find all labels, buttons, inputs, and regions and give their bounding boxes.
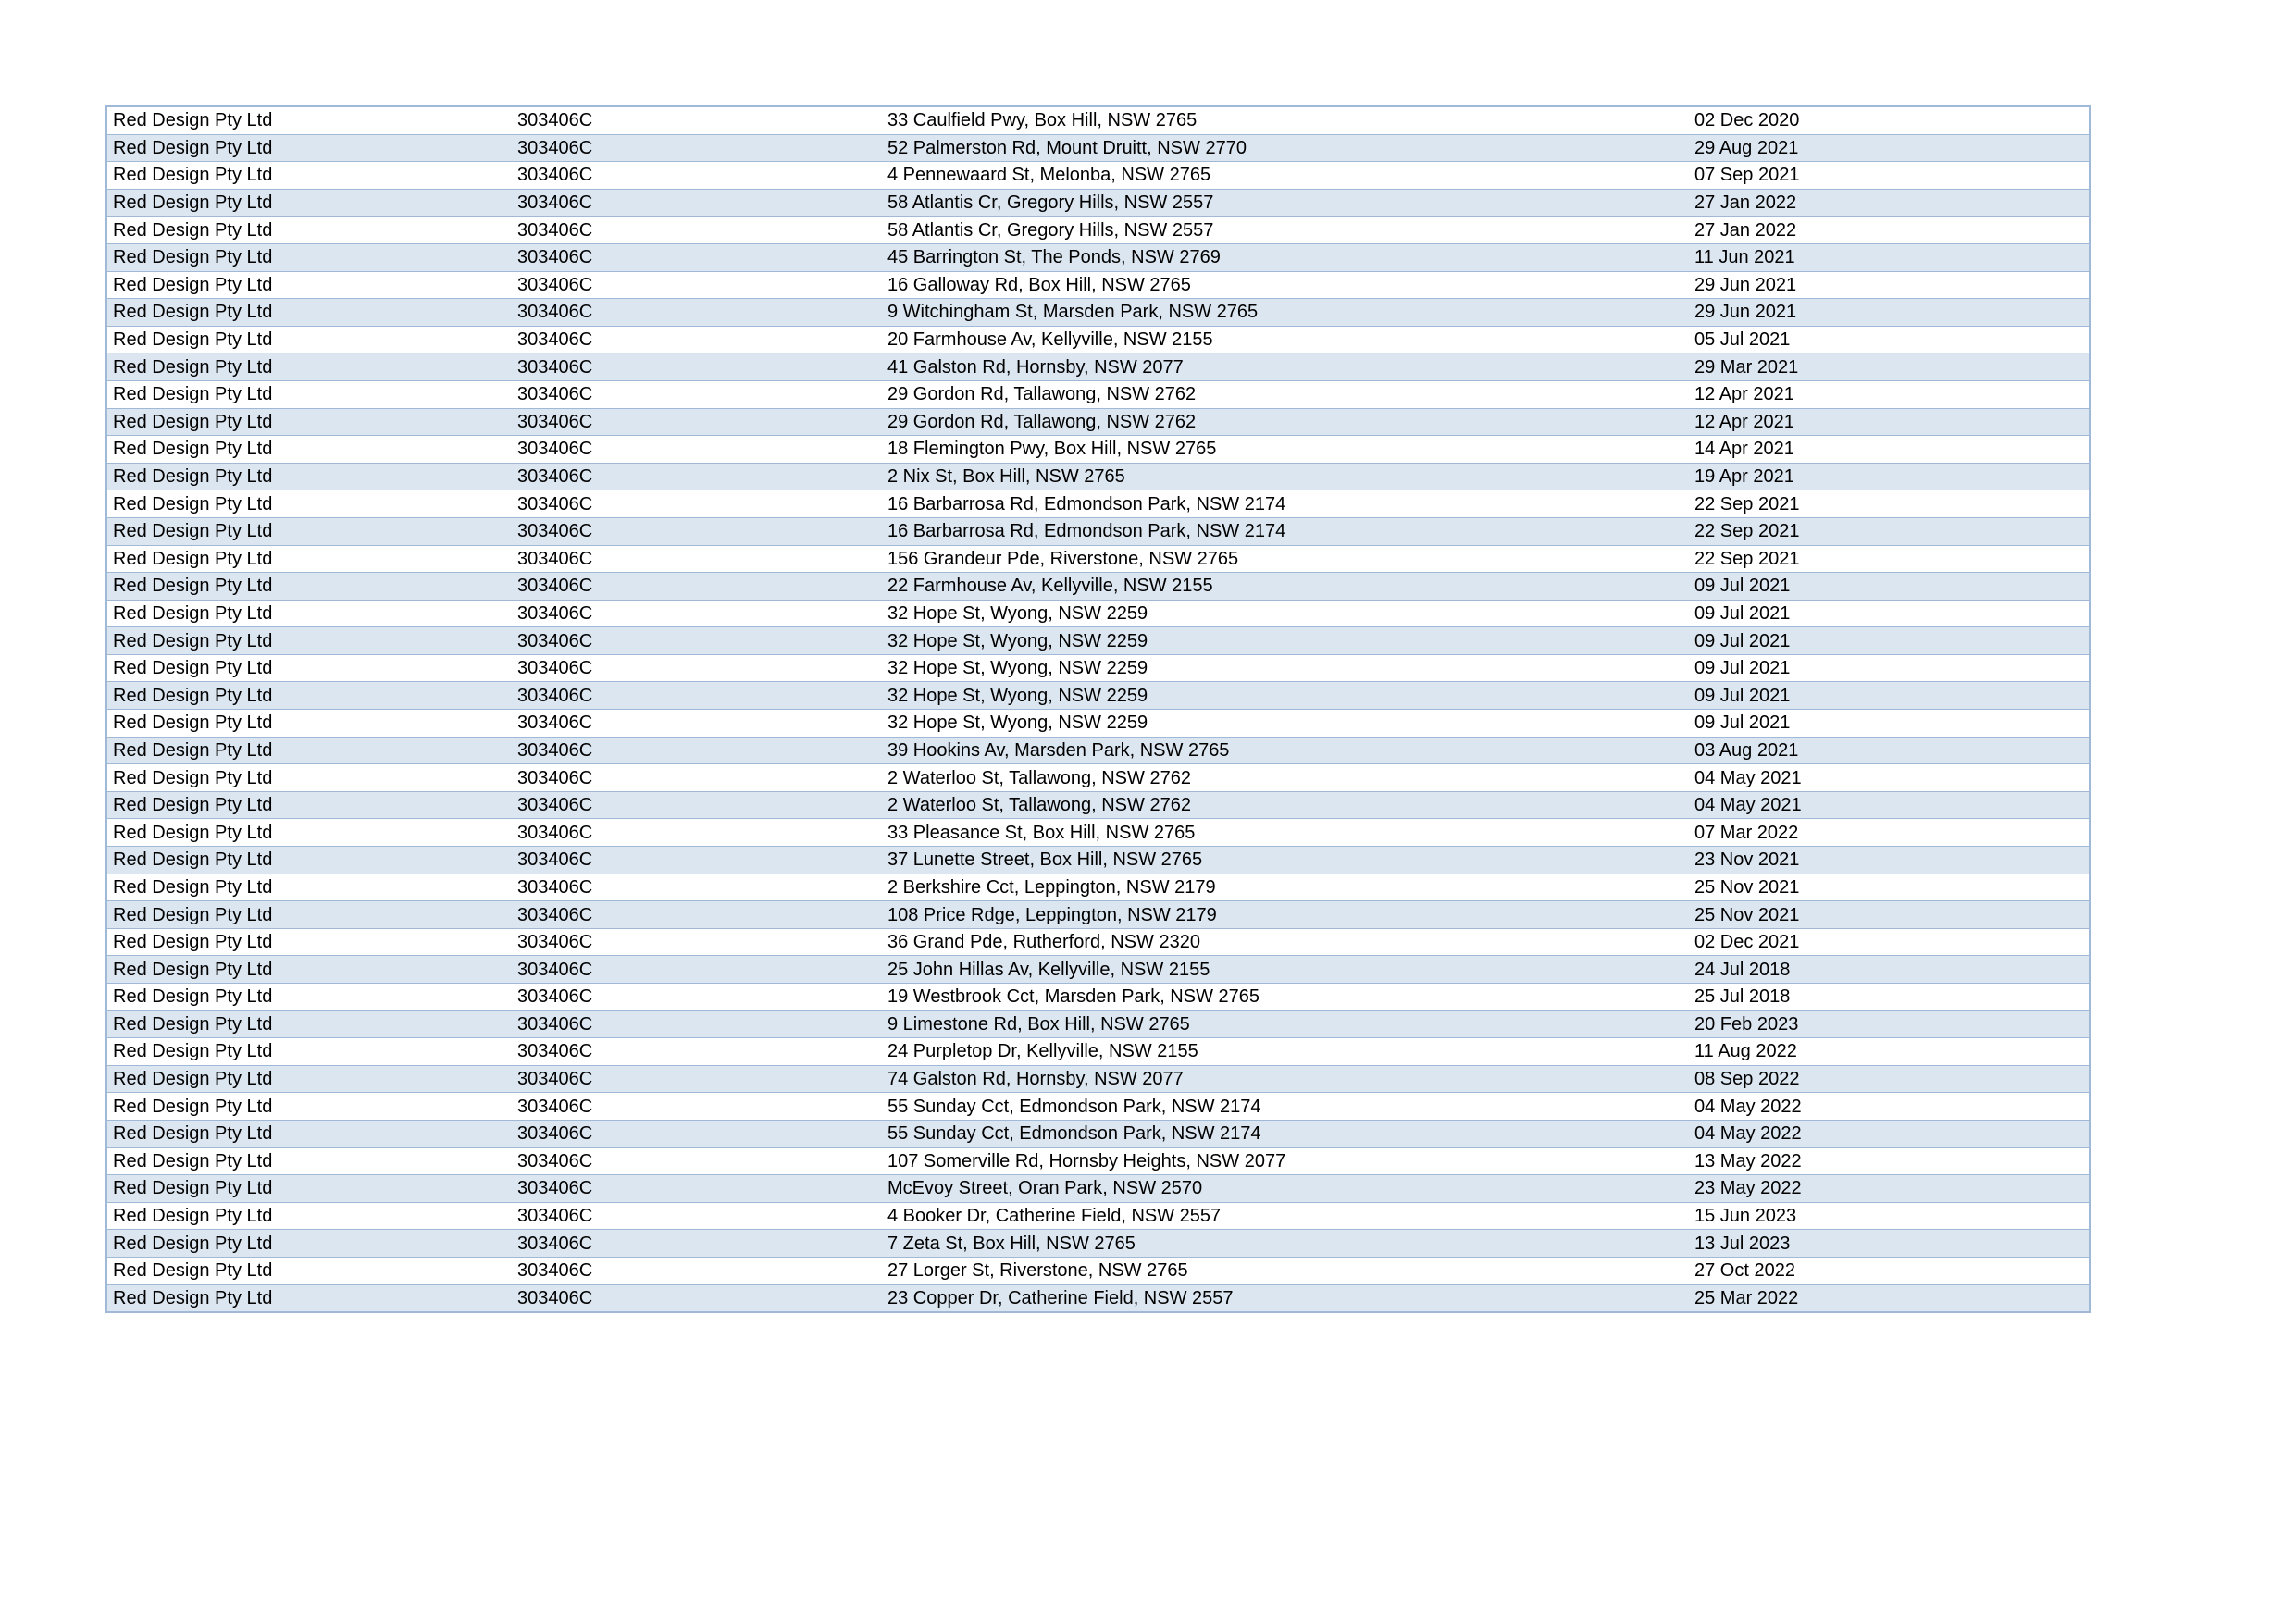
code-cell: 303406C xyxy=(512,1147,882,1175)
code-cell: 303406C xyxy=(512,1284,882,1312)
code-cell: 303406C xyxy=(512,271,882,299)
address-cell: 9 Witchingham St, Marsden Park, NSW 2765 xyxy=(882,299,1689,327)
code-cell: 303406C xyxy=(512,819,882,847)
table-row xyxy=(106,1093,2090,1121)
date-cell: 19 Apr 2021 xyxy=(1689,463,2090,490)
table-row xyxy=(106,1147,2090,1175)
company-cell: Red Design Pty Ltd xyxy=(106,984,512,1011)
code-cell: 303406C xyxy=(512,847,882,874)
table-row xyxy=(106,463,2090,490)
code-cell: 303406C xyxy=(512,545,882,573)
code-cell: 303406C xyxy=(512,189,882,217)
company-cell: Red Design Pty Ltd xyxy=(106,326,512,353)
date-cell: 29 Jun 2021 xyxy=(1689,271,2090,299)
code-cell: 303406C xyxy=(512,928,882,956)
company-cell: Red Design Pty Ltd xyxy=(106,408,512,436)
table-row xyxy=(106,1284,2090,1312)
date-cell: 29 Jun 2021 xyxy=(1689,299,2090,327)
company-cell: Red Design Pty Ltd xyxy=(106,847,512,874)
code-cell: 303406C xyxy=(512,353,882,381)
address-cell: 58 Atlantis Cr, Gregory Hills, NSW 2557 xyxy=(882,189,1689,217)
date-cell: 27 Jan 2022 xyxy=(1689,189,2090,217)
table-row xyxy=(106,682,2090,710)
table-row xyxy=(106,573,2090,601)
table-row xyxy=(106,764,2090,792)
address-cell: 4 Booker Dr, Catherine Field, NSW 2557 xyxy=(882,1202,1689,1230)
company-cell: Red Design Pty Ltd xyxy=(106,463,512,490)
code-cell: 303406C xyxy=(512,299,882,327)
code-cell: 303406C xyxy=(512,710,882,738)
address-cell: 2 Nix St, Box Hill, NSW 2765 xyxy=(882,463,1689,490)
date-cell: 05 Jul 2021 xyxy=(1689,326,2090,353)
table-row xyxy=(106,819,2090,847)
table-row xyxy=(106,326,2090,353)
address-cell: 19 Westbrook Cct, Marsden Park, NSW 2765 xyxy=(882,984,1689,1011)
date-cell: 14 Apr 2021 xyxy=(1689,436,2090,464)
table-row xyxy=(106,1010,2090,1038)
code-cell: 303406C xyxy=(512,106,882,134)
address-cell: 41 Galston Rd, Hornsby, NSW 2077 xyxy=(882,353,1689,381)
address-cell: 9 Limestone Rd, Box Hill, NSW 2765 xyxy=(882,1010,1689,1038)
company-cell: Red Design Pty Ltd xyxy=(106,737,512,764)
date-cell: 25 Nov 2021 xyxy=(1689,874,2090,901)
date-cell: 04 May 2021 xyxy=(1689,791,2090,819)
code-cell: 303406C xyxy=(512,134,882,162)
date-cell: 23 May 2022 xyxy=(1689,1175,2090,1203)
address-cell: 16 Galloway Rd, Box Hill, NSW 2765 xyxy=(882,271,1689,299)
records-table xyxy=(105,105,2091,1313)
address-cell: 32 Hope St, Wyong, NSW 2259 xyxy=(882,654,1689,682)
address-cell: 55 Sunday Cct, Edmondson Park, NSW 2174 xyxy=(882,1093,1689,1121)
address-cell: 2 Berkshire Cct, Leppington, NSW 2179 xyxy=(882,874,1689,901)
table-row xyxy=(106,627,2090,655)
company-cell: Red Design Pty Ltd xyxy=(106,380,512,408)
date-cell: 20 Feb 2023 xyxy=(1689,1010,2090,1038)
code-cell: 303406C xyxy=(512,654,882,682)
table-row xyxy=(106,956,2090,984)
code-cell: 303406C xyxy=(512,764,882,792)
company-cell: Red Design Pty Ltd xyxy=(106,243,512,271)
company-cell: Red Design Pty Ltd xyxy=(106,1093,512,1121)
address-cell: 74 Galston Rd, Hornsby, NSW 2077 xyxy=(882,1065,1689,1093)
address-cell: 32 Hope St, Wyong, NSW 2259 xyxy=(882,600,1689,627)
code-cell: 303406C xyxy=(512,1175,882,1203)
company-cell: Red Design Pty Ltd xyxy=(106,956,512,984)
date-cell: 22 Sep 2021 xyxy=(1689,545,2090,573)
date-cell: 25 Nov 2021 xyxy=(1689,901,2090,929)
company-cell: Red Design Pty Ltd xyxy=(106,271,512,299)
address-cell: 16 Barbarrosa Rd, Edmondson Park, NSW 2174 xyxy=(882,490,1689,518)
address-cell: 16 Barbarrosa Rd, Edmondson Park, NSW 2174 xyxy=(882,517,1689,545)
code-cell: 303406C xyxy=(512,682,882,710)
table-row xyxy=(106,380,2090,408)
code-cell: 303406C xyxy=(512,737,882,764)
date-cell: 09 Jul 2021 xyxy=(1689,627,2090,655)
code-cell: 303406C xyxy=(512,1093,882,1121)
code-cell: 303406C xyxy=(512,791,882,819)
code-cell: 303406C xyxy=(512,627,882,655)
date-cell: 09 Jul 2021 xyxy=(1689,682,2090,710)
date-cell: 22 Sep 2021 xyxy=(1689,517,2090,545)
table-row xyxy=(106,408,2090,436)
address-cell: 25 John Hillas Av, Kellyville, NSW 2155 xyxy=(882,956,1689,984)
code-cell: 303406C xyxy=(512,463,882,490)
address-cell: 108 Price Rdge, Leppington, NSW 2179 xyxy=(882,901,1689,929)
company-cell: Red Design Pty Ltd xyxy=(106,1230,512,1258)
company-cell: Red Design Pty Ltd xyxy=(106,490,512,518)
company-cell: Red Design Pty Ltd xyxy=(106,654,512,682)
date-cell: 29 Mar 2021 xyxy=(1689,353,2090,381)
date-cell: 03 Aug 2021 xyxy=(1689,737,2090,764)
company-cell: Red Design Pty Ltd xyxy=(106,928,512,956)
date-cell: 09 Jul 2021 xyxy=(1689,600,2090,627)
company-cell: Red Design Pty Ltd xyxy=(106,353,512,381)
code-cell: 303406C xyxy=(512,1257,882,1284)
address-cell: 29 Gordon Rd, Tallawong, NSW 2762 xyxy=(882,380,1689,408)
date-cell: 12 Apr 2021 xyxy=(1689,408,2090,436)
table-row xyxy=(106,847,2090,874)
company-cell: Red Design Pty Ltd xyxy=(106,1120,512,1147)
address-cell: 36 Grand Pde, Rutherford, NSW 2320 xyxy=(882,928,1689,956)
date-cell: 11 Jun 2021 xyxy=(1689,243,2090,271)
code-cell: 303406C xyxy=(512,874,882,901)
company-cell: Red Design Pty Ltd xyxy=(106,189,512,217)
code-cell: 303406C xyxy=(512,326,882,353)
address-cell: 20 Farmhouse Av, Kellyville, NSW 2155 xyxy=(882,326,1689,353)
company-cell: Red Design Pty Ltd xyxy=(106,134,512,162)
date-cell: 02 Dec 2020 xyxy=(1689,106,2090,134)
company-cell: Red Design Pty Ltd xyxy=(106,545,512,573)
date-cell: 22 Sep 2021 xyxy=(1689,490,2090,518)
company-cell: Red Design Pty Ltd xyxy=(106,217,512,244)
company-cell: Red Design Pty Ltd xyxy=(106,764,512,792)
address-cell: 29 Gordon Rd, Tallawong, NSW 2762 xyxy=(882,408,1689,436)
date-cell: 25 Jul 2018 xyxy=(1689,984,2090,1011)
company-cell: Red Design Pty Ltd xyxy=(106,162,512,190)
company-cell: Red Design Pty Ltd xyxy=(106,791,512,819)
table-row xyxy=(106,1065,2090,1093)
table-row xyxy=(106,134,2090,162)
code-cell: 303406C xyxy=(512,956,882,984)
table-row xyxy=(106,600,2090,627)
date-cell: 07 Mar 2022 xyxy=(1689,819,2090,847)
code-cell: 303406C xyxy=(512,380,882,408)
date-cell: 09 Jul 2021 xyxy=(1689,710,2090,738)
date-cell: 07 Sep 2021 xyxy=(1689,162,2090,190)
table-row xyxy=(106,737,2090,764)
address-cell: 2 Waterloo St, Tallawong, NSW 2762 xyxy=(882,764,1689,792)
table-row xyxy=(106,436,2090,464)
address-cell: 2 Waterloo St, Tallawong, NSW 2762 xyxy=(882,791,1689,819)
code-cell: 303406C xyxy=(512,490,882,518)
company-cell: Red Design Pty Ltd xyxy=(106,1010,512,1038)
company-cell: Red Design Pty Ltd xyxy=(106,436,512,464)
date-cell: 27 Jan 2022 xyxy=(1689,217,2090,244)
company-cell: Red Design Pty Ltd xyxy=(106,710,512,738)
date-cell: 02 Dec 2021 xyxy=(1689,928,2090,956)
address-cell: 4 Pennewaard St, Melonba, NSW 2765 xyxy=(882,162,1689,190)
table-row xyxy=(106,901,2090,929)
table-row xyxy=(106,243,2090,271)
company-cell: Red Design Pty Ltd xyxy=(106,299,512,327)
company-cell: Red Design Pty Ltd xyxy=(106,901,512,929)
address-cell: 32 Hope St, Wyong, NSW 2259 xyxy=(882,627,1689,655)
date-cell: 29 Aug 2021 xyxy=(1689,134,2090,162)
table-row xyxy=(106,517,2090,545)
company-cell: Red Design Pty Ltd xyxy=(106,1175,512,1203)
table-row xyxy=(106,162,2090,190)
date-cell: 09 Jul 2021 xyxy=(1689,573,2090,601)
code-cell: 303406C xyxy=(512,1202,882,1230)
company-cell: Red Design Pty Ltd xyxy=(106,573,512,601)
code-cell: 303406C xyxy=(512,1010,882,1038)
address-cell: 37 Lunette Street, Box Hill, NSW 2765 xyxy=(882,847,1689,874)
code-cell: 303406C xyxy=(512,573,882,601)
table-row xyxy=(106,1038,2090,1066)
address-cell: 156 Grandeur Pde, Riverstone, NSW 2765 xyxy=(882,545,1689,573)
table-row xyxy=(106,299,2090,327)
company-cell: Red Design Pty Ltd xyxy=(106,1202,512,1230)
address-cell: 18 Flemington Pwy, Box Hill, NSW 2765 xyxy=(882,436,1689,464)
address-cell: 22 Farmhouse Av, Kellyville, NSW 2155 xyxy=(882,573,1689,601)
table-row xyxy=(106,353,2090,381)
date-cell: 11 Aug 2022 xyxy=(1689,1038,2090,1066)
date-cell: 27 Oct 2022 xyxy=(1689,1257,2090,1284)
address-cell: 23 Copper Dr, Catherine Field, NSW 2557 xyxy=(882,1284,1689,1312)
company-cell: Red Design Pty Ltd xyxy=(106,1284,512,1312)
code-cell: 303406C xyxy=(512,408,882,436)
date-cell: 25 Mar 2022 xyxy=(1689,1284,2090,1312)
address-cell: 7 Zeta St, Box Hill, NSW 2765 xyxy=(882,1230,1689,1258)
table-row xyxy=(106,1230,2090,1258)
code-cell: 303406C xyxy=(512,1120,882,1147)
date-cell: 23 Nov 2021 xyxy=(1689,847,2090,874)
company-cell: Red Design Pty Ltd xyxy=(106,1038,512,1066)
date-cell: 09 Jul 2021 xyxy=(1689,654,2090,682)
date-cell: 13 May 2022 xyxy=(1689,1147,2090,1175)
table-row xyxy=(106,106,2090,134)
table-row xyxy=(106,791,2090,819)
company-cell: Red Design Pty Ltd xyxy=(106,627,512,655)
code-cell: 303406C xyxy=(512,1038,882,1066)
company-cell: Red Design Pty Ltd xyxy=(106,682,512,710)
date-cell: 04 May 2021 xyxy=(1689,764,2090,792)
table-row xyxy=(106,1175,2090,1203)
address-cell: 52 Palmerston Rd, Mount Druitt, NSW 2770 xyxy=(882,134,1689,162)
company-cell: Red Design Pty Ltd xyxy=(106,1147,512,1175)
table-row xyxy=(106,1202,2090,1230)
code-cell: 303406C xyxy=(512,1230,882,1258)
address-cell: 32 Hope St, Wyong, NSW 2259 xyxy=(882,682,1689,710)
date-cell: 24 Jul 2018 xyxy=(1689,956,2090,984)
code-cell: 303406C xyxy=(512,600,882,627)
table-row xyxy=(106,271,2090,299)
table-row xyxy=(106,545,2090,573)
records-table-body xyxy=(106,106,2090,1312)
address-cell: 24 Purpletop Dr, Kellyville, NSW 2155 xyxy=(882,1038,1689,1066)
date-cell: 15 Jun 2023 xyxy=(1689,1202,2090,1230)
date-cell: 12 Apr 2021 xyxy=(1689,380,2090,408)
table-row xyxy=(106,928,2090,956)
date-cell: 04 May 2022 xyxy=(1689,1120,2090,1147)
table-row xyxy=(106,1257,2090,1284)
code-cell: 303406C xyxy=(512,436,882,464)
company-cell: Red Design Pty Ltd xyxy=(106,819,512,847)
table-row xyxy=(106,189,2090,217)
table-row xyxy=(106,217,2090,244)
address-cell: 39 Hookins Av, Marsden Park, NSW 2765 xyxy=(882,737,1689,764)
company-cell: Red Design Pty Ltd xyxy=(106,1065,512,1093)
company-cell: Red Design Pty Ltd xyxy=(106,106,512,134)
table-row xyxy=(106,984,2090,1011)
table-row xyxy=(106,1120,2090,1147)
table-row xyxy=(106,654,2090,682)
code-cell: 303406C xyxy=(512,1065,882,1093)
company-cell: Red Design Pty Ltd xyxy=(106,1257,512,1284)
table-row xyxy=(106,490,2090,518)
company-cell: Red Design Pty Ltd xyxy=(106,600,512,627)
code-cell: 303406C xyxy=(512,243,882,271)
address-cell: 33 Caulfield Pwy, Box Hill, NSW 2765 xyxy=(882,106,1689,134)
table-row xyxy=(106,874,2090,901)
date-cell: 13 Jul 2023 xyxy=(1689,1230,2090,1258)
code-cell: 303406C xyxy=(512,984,882,1011)
address-cell: 33 Pleasance St, Box Hill, NSW 2765 xyxy=(882,819,1689,847)
address-cell: 45 Barrington St, The Ponds, NSW 2769 xyxy=(882,243,1689,271)
date-cell: 08 Sep 2022 xyxy=(1689,1065,2090,1093)
company-cell: Red Design Pty Ltd xyxy=(106,874,512,901)
code-cell: 303406C xyxy=(512,517,882,545)
company-cell: Red Design Pty Ltd xyxy=(106,517,512,545)
address-cell: McEvoy Street, Oran Park, NSW 2570 xyxy=(882,1175,1689,1203)
code-cell: 303406C xyxy=(512,901,882,929)
address-cell: 58 Atlantis Cr, Gregory Hills, NSW 2557 xyxy=(882,217,1689,244)
code-cell: 303406C xyxy=(512,217,882,244)
address-cell: 32 Hope St, Wyong, NSW 2259 xyxy=(882,710,1689,738)
date-cell: 04 May 2022 xyxy=(1689,1093,2090,1121)
address-cell: 55 Sunday Cct, Edmondson Park, NSW 2174 xyxy=(882,1120,1689,1147)
table-row xyxy=(106,710,2090,738)
code-cell: 303406C xyxy=(512,162,882,190)
address-cell: 27 Lorger St, Riverstone, NSW 2765 xyxy=(882,1257,1689,1284)
address-cell: 107 Somerville Rd, Hornsby Heights, NSW 2077 xyxy=(882,1147,1689,1175)
